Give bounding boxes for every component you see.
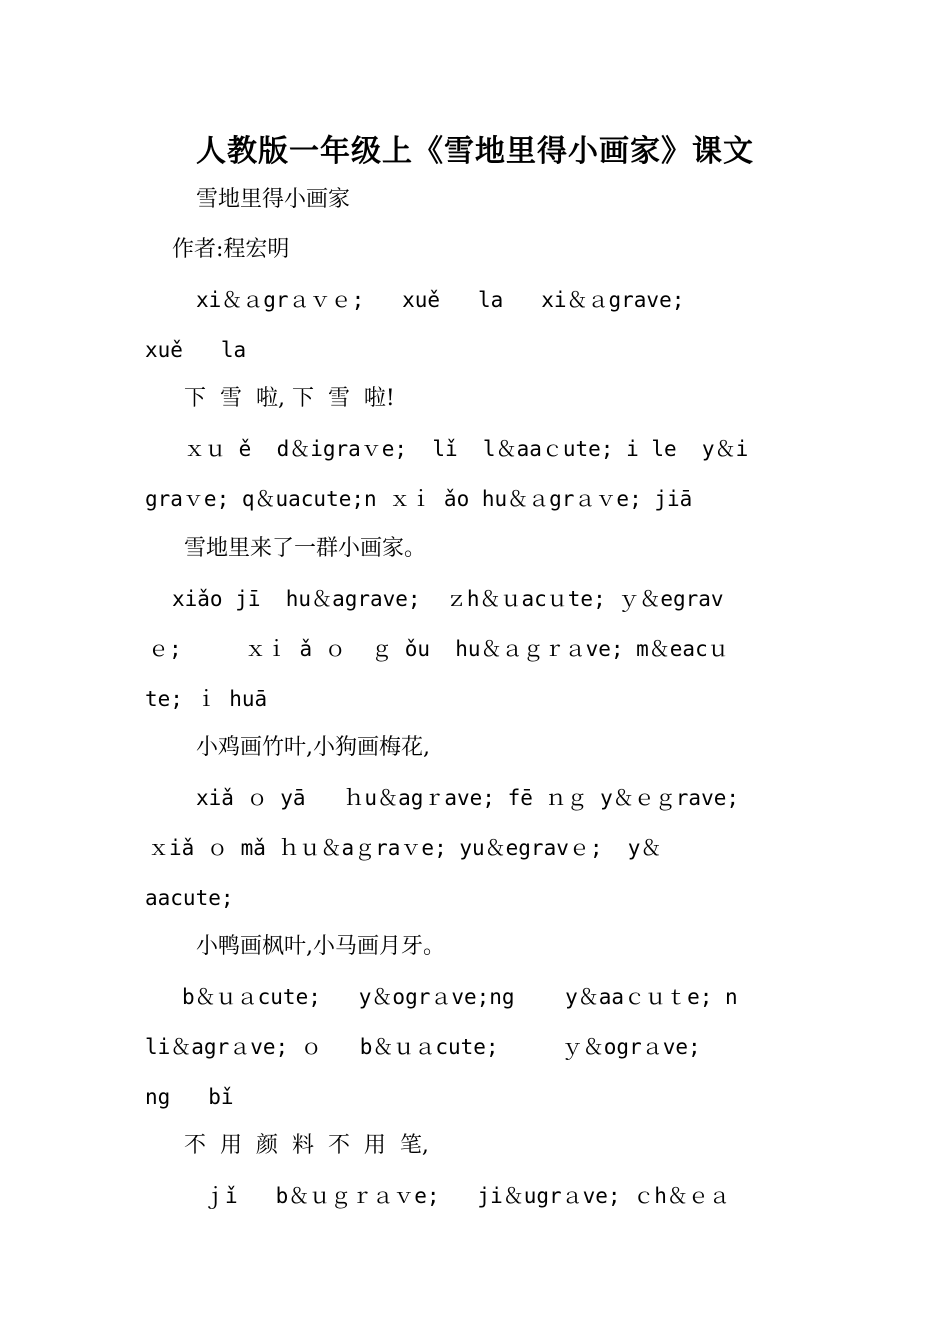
pinyin-line: xuě la (145, 338, 247, 362)
text-line: 雪地里来了一群小画家。 (184, 536, 427, 561)
text-line: 小鸭画枫叶,小马画月牙。 (196, 934, 445, 959)
author-line: 作者:程宏明 (172, 237, 290, 262)
pinyin-line: ng bǐ (145, 1085, 234, 1109)
pinyin-line: graｖe; q＆uacute;n ｘｉ ǎo hu＆ａgrａｖe; jiā (145, 487, 693, 511)
pinyin-line: xiǎ ｏ yā ｈu＆agｒave; fē ｎｇ y＆ｅｇrave; (196, 786, 740, 810)
pinyin-line: ｅ; ｘｉ ǎ ｏ ｇ ǒu hu＆ａｇｒａve; m＆eacｕ (148, 637, 729, 661)
subtitle-line: 雪地里得小画家 (196, 187, 351, 212)
text-line: 小鸡画竹叶,小狗画梅花, (196, 735, 430, 760)
pinyin-line: xiǎo jī hu＆agrave; ｚh＆ｕacｕte; ｙ＆egrav (172, 587, 724, 611)
text-line: 下 雪 啦, 下 雪 啦! (184, 386, 395, 411)
pinyin-line: aacute; (145, 886, 234, 910)
pinyin-line: ｘiǎ ｏ mǎ ｈｕ＆aｇraｖe; yu＆egravｅ; y＆ (148, 836, 662, 860)
pinyin-line: xi＆ａgrａｖｅ; xuě la xi＆ａgrave; (196, 288, 685, 312)
pinyin-line: b＆ｕａcute; y＆ogrａve;ng y＆aaｃｕｔe; n (182, 985, 738, 1009)
document-title: 人教版一年级上《雪地里得小画家》课文 (196, 134, 754, 169)
pinyin-line: te; ｉ huā (145, 687, 268, 711)
pinyin-line: li＆agrａve; ｏ b＆ｕａcute; ｙ＆ogrａve; (145, 1035, 701, 1059)
pinyin-line: ｊǐ b＆ｕｇｒａｖe; ji＆ugrａve; ｃh＆ｅａ (204, 1184, 730, 1208)
pinyin-line: ｘｕ ě d＆igraｖe; lǐ l＆aaｃute; i le y＆i (184, 437, 749, 461)
text-line: 不 用 颜 料 不 用 笔, (184, 1133, 429, 1158)
